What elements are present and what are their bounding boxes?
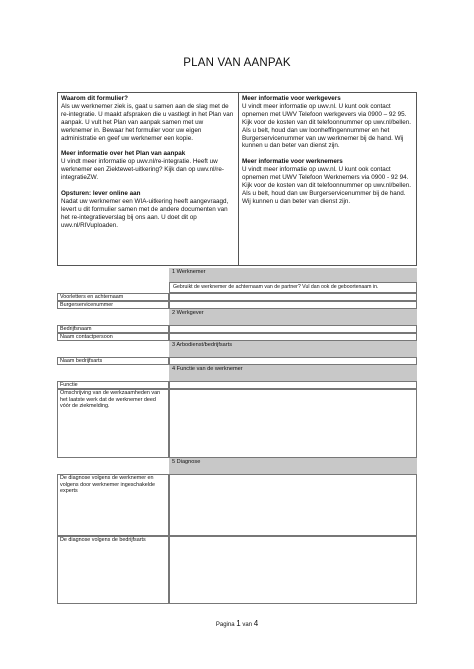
label-voorletters: Voorletters en achternaam xyxy=(60,294,124,300)
label-bedrijfsnaam: Bedrijfsnaam xyxy=(60,326,92,332)
section-diagnose-header: 5 Diagnose xyxy=(169,458,417,474)
intro-heading: Opsturen: lever online aan xyxy=(61,190,141,198)
bedrijfsarts-field[interactable] xyxy=(169,357,417,365)
label-contactpersoon: Naam contactpersoon xyxy=(60,334,113,340)
footer-page-number: 1 xyxy=(236,619,241,628)
intro-left-column xyxy=(58,93,239,265)
intro-text: U vindt meer informatie op uwv.nl. U kunt ook contact opnemen met UWV Telefoon werkgevers via 0900 – 92 95. Kijk voor de kosten van dit telefoonnummer op uwv.nl/bellen. Als u belt, houd dan uw loonheffingennummer en het Burgerservicenummer van uw werknemer bij de hand. Wij kunnen u dan beter van dienst zijn. xyxy=(242,102,411,150)
label-omschrijving: Omschrijving van de werkzaamheden van het laatste werk dat de werknemer deed vóór de ziekmelding. xyxy=(60,390,161,410)
bsn-field[interactable] xyxy=(169,301,417,309)
label-bedrijfsarts: Naam bedrijfsarts xyxy=(60,358,103,364)
section-functie-header: 4 Functie van de werknemer xyxy=(169,365,417,381)
intro-heading: Meer informatie over het Plan van aanpak xyxy=(61,150,186,158)
footer-prefix: Pagina xyxy=(215,622,237,628)
footer-page-total: 4 xyxy=(253,619,259,628)
voorletters-field[interactable] xyxy=(169,293,417,301)
diagnose-werknemer-field[interactable] xyxy=(169,474,417,536)
intro-text: U vindt meer informatie op uwv.nl. U kunt ook contact opnemen met UWV Telefoon Werknemers via 0900 - 92 94. Kijk voor de kosten van dit telefoonnummer op uwv.nl/bellen. Als u belt, houd dan uw Burgerservicenummer bij de hand. Wij kunnen u dan beter van dienst zijn. xyxy=(242,166,411,205)
intro-box xyxy=(57,92,417,266)
label-functie: Functie xyxy=(60,382,78,388)
intro-right-column xyxy=(239,93,416,265)
intro-heading: Meer informatie voor werknemers xyxy=(242,158,343,166)
label-diagnose-werknemer: De diagnose volgens de werknemer en volgens door werknemer ingeschakelde experts xyxy=(60,475,155,495)
section-werknemer-header: 1 Werknemer xyxy=(169,268,417,282)
intro-text: Nadat uw werknemer een WIA-uitkering heeft aangevraagd, levert u dit formulier samen met de andere documenten van het re-integratieverslag bij ons aan. U doet dit op uwv.nl/RIVuploaden. xyxy=(61,197,229,229)
section-werkgever-header: 2 Werkgever xyxy=(169,309,417,325)
page-footer xyxy=(0,619,474,628)
footer-middle: van xyxy=(240,622,254,628)
intro-text: Als uw werknemer ziek is, gaat u samen aan de slag met de re-integratie. U maakt afspraken die u vastlegt in het Plan van aanpak. U vult het Plan van aanpak samen met uw werknemer in. Bewaar het formulier voor uw eigen administratie en geef uw werknemer een kopie. xyxy=(61,102,234,142)
werknemer-note: Gebruikt de werknemer de achternaam van de partner? Vul dan ook de geboortenaam in. xyxy=(173,284,379,290)
intro-heading: Meer informatie voor werkgevers xyxy=(242,95,341,102)
label-bsn: Burgerservicenummer xyxy=(60,302,114,308)
werknemer-note-cell xyxy=(169,282,417,293)
omschrijving-field[interactable] xyxy=(169,389,417,458)
functie-field[interactable] xyxy=(169,381,417,389)
diagnose-arts-field[interactable] xyxy=(169,536,417,604)
label-diagnose-arts: De diagnose volgens de bedrijfsarts xyxy=(60,537,146,543)
intro-heading: Waarom dit formulier? xyxy=(61,95,128,102)
bedrijfsnaam-field[interactable] xyxy=(169,325,417,333)
section-arbo-header: 3 Arbodienst/bedrijfsarts xyxy=(169,341,417,357)
intro-text: U vindt meer informatie op uwv.nl/re-integratie. Heeft uw werknemer een Ziektewet-uitkering? Kijk dan op uwv.nl/re-integratieZW. xyxy=(61,158,224,182)
contactpersoon-field[interactable] xyxy=(169,333,417,341)
page-title: PLAN VAN AANPAK xyxy=(183,57,291,69)
